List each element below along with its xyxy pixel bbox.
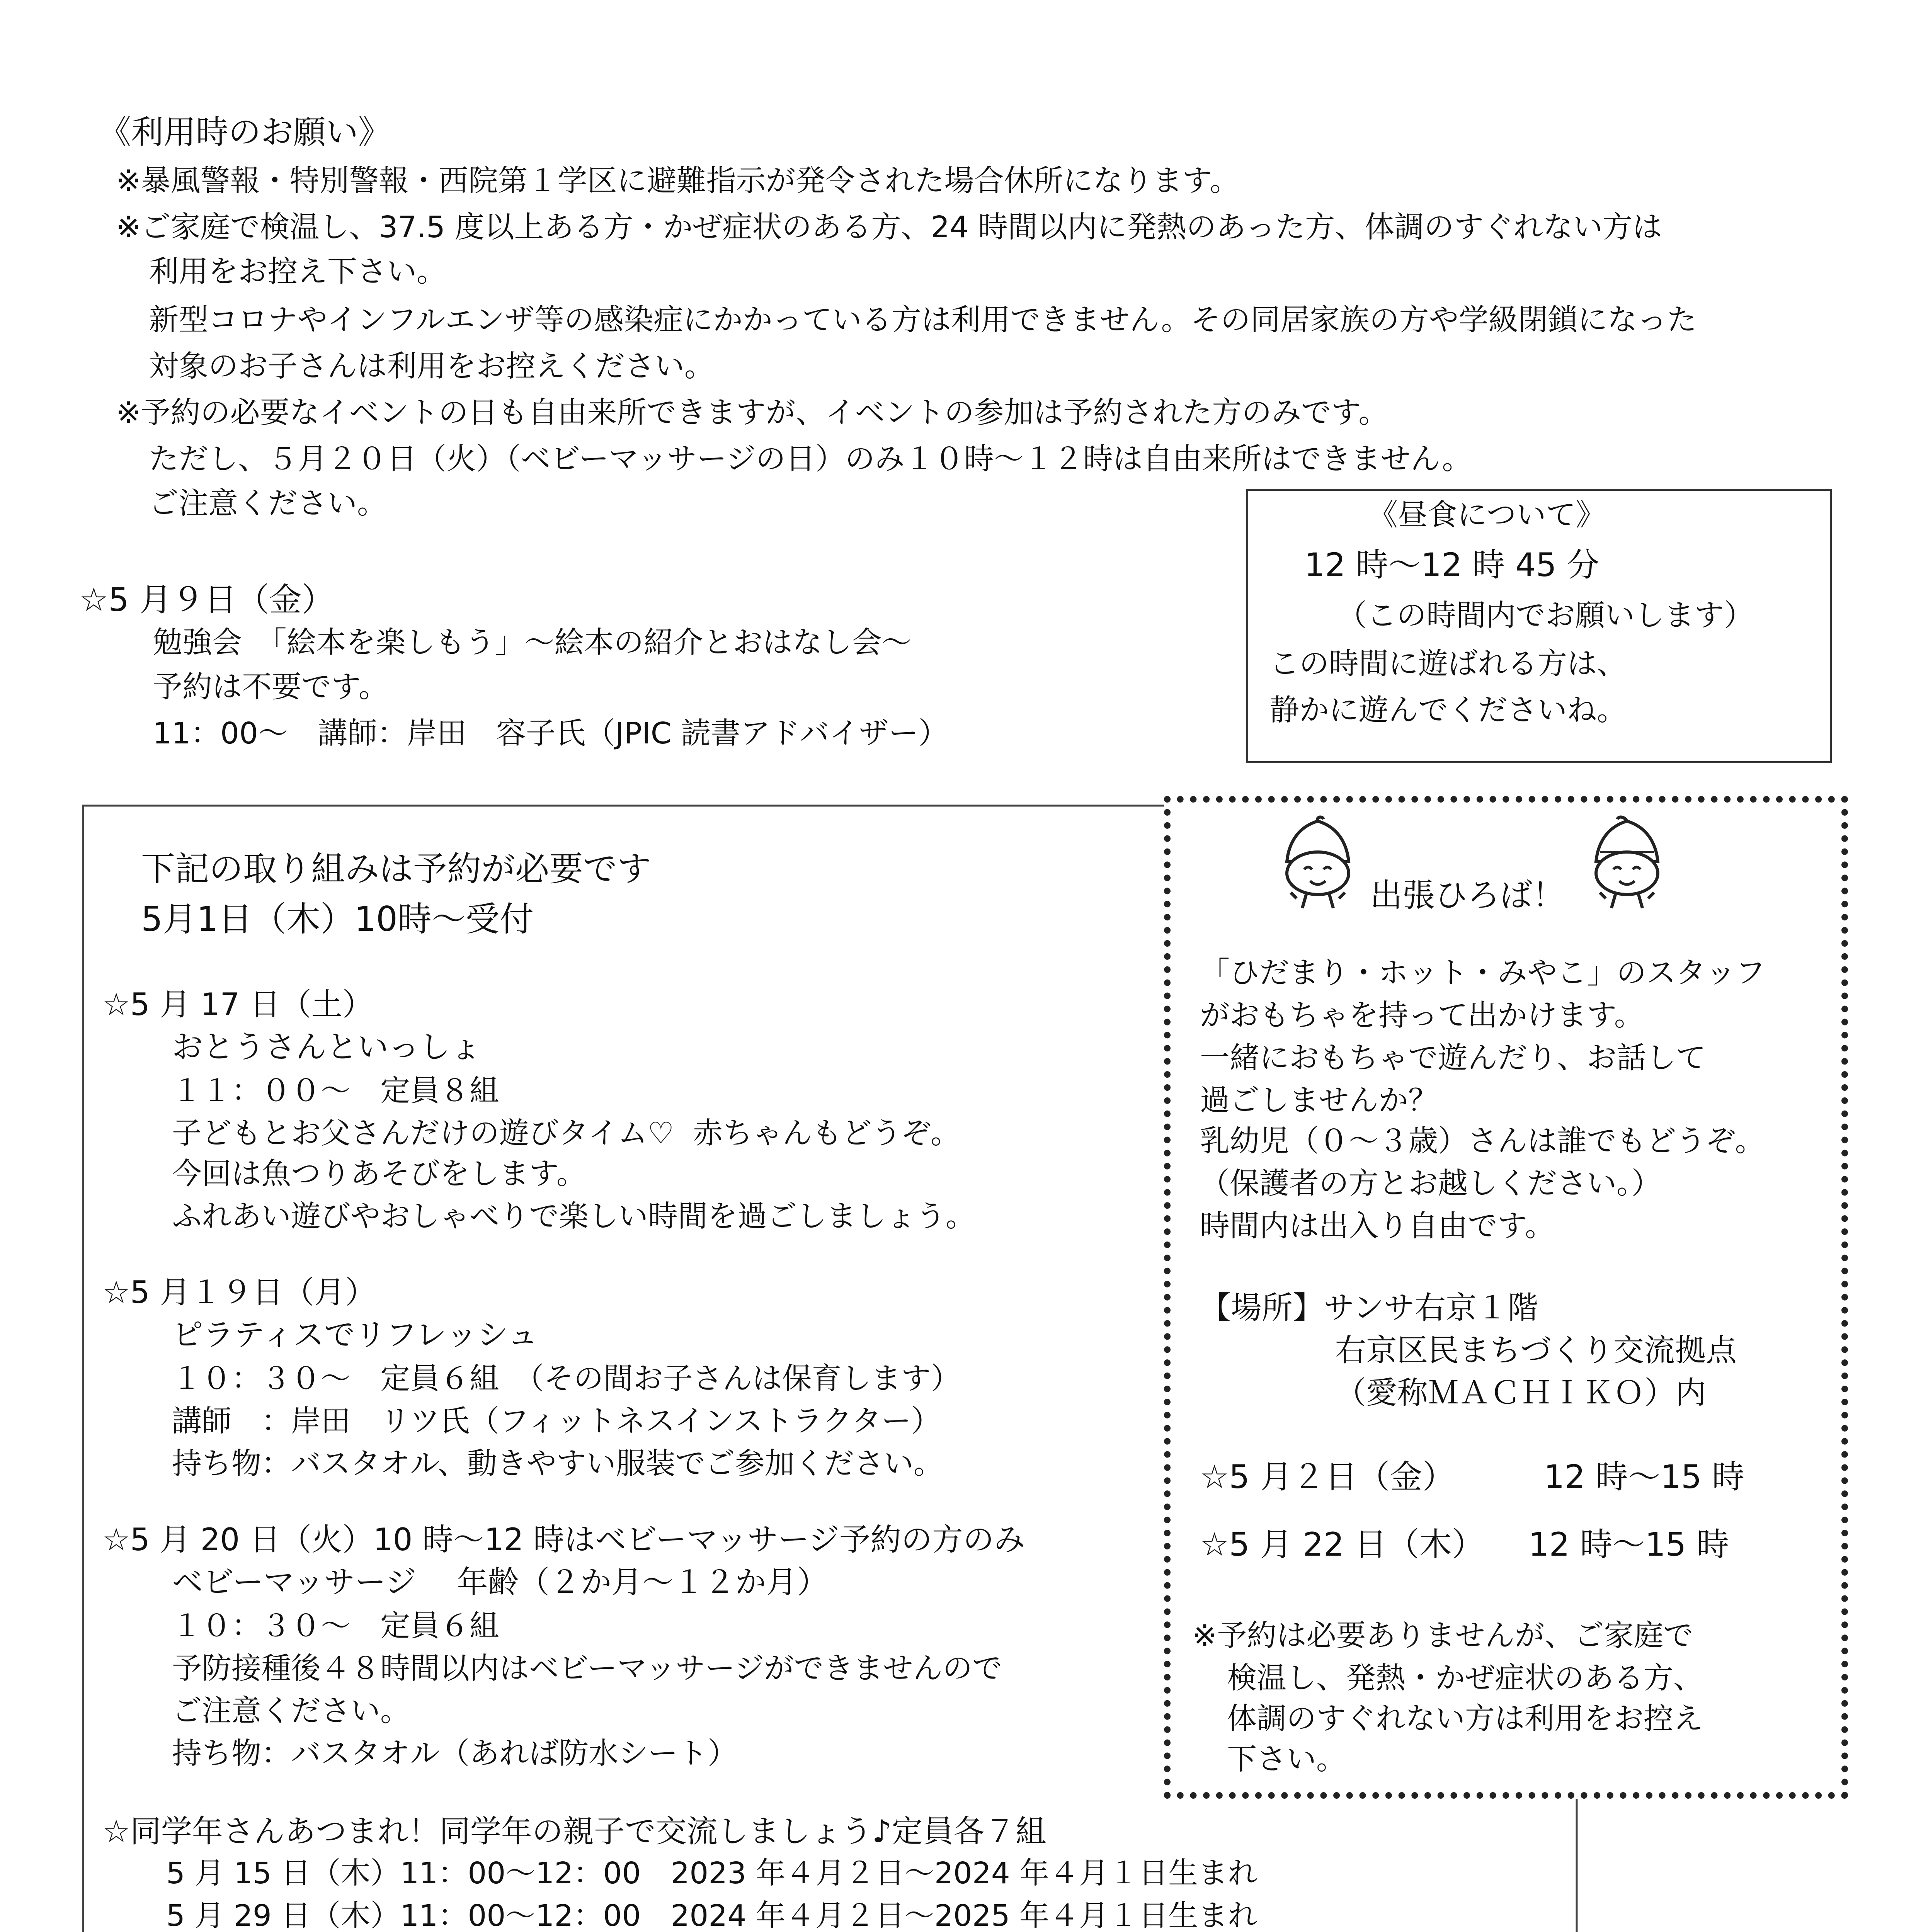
outreach-line: がおもちゃを持って出かけます。 <box>1200 998 1644 1033</box>
lunch-note: （この時間内でお願いします） <box>1337 599 1754 633</box>
outreach-date: ☆5 月 22 日（木） <box>1200 1526 1484 1563</box>
event-detail: 今回は魚つりあそびをします。 <box>172 1157 586 1191</box>
may9-title: 勉強会 「絵本を楽しもう」～絵本の紹介とおはなし会～ <box>153 626 912 660</box>
outreach-note: 体調のすぐれない方は利用をお控え <box>1227 1702 1703 1736</box>
outreach-line: 「ひだまり・ホット・みやこ」のスタッフ <box>1200 956 1765 990</box>
notice-line: 利用をお控え下さい。 <box>149 255 446 289</box>
may9-reserve: 予約は不要です。 <box>153 670 388 704</box>
lunch-line: この時間に遊ばれる方は、 <box>1269 647 1627 681</box>
reserved-heading: 下記の取り組みは予約が必要です <box>141 849 652 889</box>
outreach-place: （愛称ＭＡＣＨＩＫＯ）内 <box>1335 1375 1706 1411</box>
mascot-left-icon <box>1268 815 1368 912</box>
outreach-line: 過ごしませんか？ <box>1200 1083 1438 1118</box>
outreach-line: （保護者の方とお越しください。） <box>1200 1167 1661 1201</box>
event-detail: ご注意ください。 <box>172 1694 410 1728</box>
outreach-time: 12 時～15 時 <box>1544 1458 1745 1496</box>
outreach-date: ☆5 月２日（金） <box>1200 1458 1455 1496</box>
may9-date: ☆5 月９日（金） <box>79 581 334 619</box>
event-title: ピラティスでリフレッシュ <box>172 1317 538 1353</box>
outreach-title: 出張ひろば！ <box>1370 876 1565 914</box>
event-detail: 講師 ：岸田 リツ氏（フィットネスインストラクター） <box>172 1404 941 1439</box>
event-detail: ふれあい遊びやおしゃべりで楽しい時間を過ごしましょう。 <box>172 1199 975 1234</box>
outreach-time: 12 時～15 時 <box>1528 1526 1729 1563</box>
outreach-note: ※予約は必要ありませんが、ご家庭で <box>1192 1619 1693 1653</box>
event-date: ☆5 月 17 日（土） <box>102 986 373 1022</box>
event-row: 5 月 29 日（木）11：00～12：00 2024 年４月２日～2025 年４月１日生まれ <box>166 1899 1258 1932</box>
event-title: ベビーマッサージ 年齢（２か月～１２か月） <box>172 1564 828 1600</box>
outreach-line: 時間内は出入り自由です。 <box>1200 1209 1555 1243</box>
event-title: ☆同学年さんあつまれ！同学年の親子で交流しましょう♪定員各７組 <box>102 1813 1046 1849</box>
event-title: おとうさんといっしょ <box>172 1029 481 1065</box>
event-detail: 予防接種後４８時間以内はベビーマッサージができませんので <box>172 1651 1002 1686</box>
outreach-note: 検温し、発熱・かぜ症状のある方、 <box>1227 1661 1703 1696</box>
notice-line: ただし、５月２０日（火）（ベビーマッサージの日）のみ１０時～１２時は自由来所はできません。 <box>149 442 1472 476</box>
outreach-line: 一緒におもちゃで遊んだり、お話して <box>1200 1041 1706 1075</box>
outreach-place: 右京区民まちづくり交流拠点 <box>1335 1332 1737 1368</box>
notice-heading: 《利用時のお願い》 <box>99 113 391 151</box>
reserved-subheading: 5月1日（木）10時～受付 <box>141 899 534 939</box>
event-detail: 子どもとお父さんだけの遊びタイム♡ 赤ちゃんもどうぞ。 <box>172 1116 960 1151</box>
notice-line: ※予約の必要なイベントの日も自由来所できますが、イベントの参加は予約された方のみです。 <box>116 396 1389 430</box>
event-row: 5 月 15 日（木）11：00～12：00 2023 年４月２日～2024 年４月１日生まれ <box>166 1856 1258 1891</box>
event-date: ☆5 月 20 日（火）10 時～12 時はベビーマッサージ予約の方のみ <box>102 1522 1025 1558</box>
lunch-title: 《昼食について》 <box>1368 498 1606 532</box>
lunch-line: 静かに遊んでくださいね。 <box>1269 693 1627 728</box>
outreach-line: 乳幼児（０～３歳）さんは誰でもどうぞ。 <box>1200 1124 1765 1158</box>
outreach-place: 【場所】サンサ右京１階 <box>1200 1290 1538 1326</box>
notice-line: 新型コロナやインフルエンザ等の感染症にかかっている方は利用できません。その同居家族の方や学級閉鎖になった <box>149 303 1697 337</box>
mascot-right-icon <box>1577 815 1677 912</box>
event-detail: 持ち物：バスタオル（あれば防水シート） <box>172 1736 737 1771</box>
event-time: １１：００～ 定員８組 <box>172 1074 499 1108</box>
outreach-note: 下さい。 <box>1227 1742 1346 1777</box>
may9-time: 11：00～ 講師：岸田 容子氏（JPIC 読書アドバイザー） <box>153 716 948 751</box>
event-time: １０：３０～ 定員６組 <box>172 1609 499 1643</box>
lunch-time: 12 時～12 時 45 分 <box>1304 546 1600 584</box>
event-detail: 持ち物：バスタオル、動きやすい服装でご参加ください。 <box>172 1447 943 1481</box>
event-date: ☆5 月１９日（月） <box>102 1274 376 1310</box>
notice-line: ※暴風警報・特別警報・西院第１学区に避難指示が発令された場合休所になります。 <box>116 164 1240 198</box>
notice-line: ご注意ください。 <box>149 486 387 521</box>
notice-line: 対象のお子さんは利用をお控えください。 <box>149 349 714 384</box>
event-time: １０：３０～ 定員６組 （その間お子さんは保育します） <box>172 1362 961 1396</box>
notice-line: ※ご家庭で検温し、37.5 度以上ある方・かぜ症状のある方、24 時間以内に発熱のあった方、体調のすぐれない方は <box>116 210 1662 245</box>
